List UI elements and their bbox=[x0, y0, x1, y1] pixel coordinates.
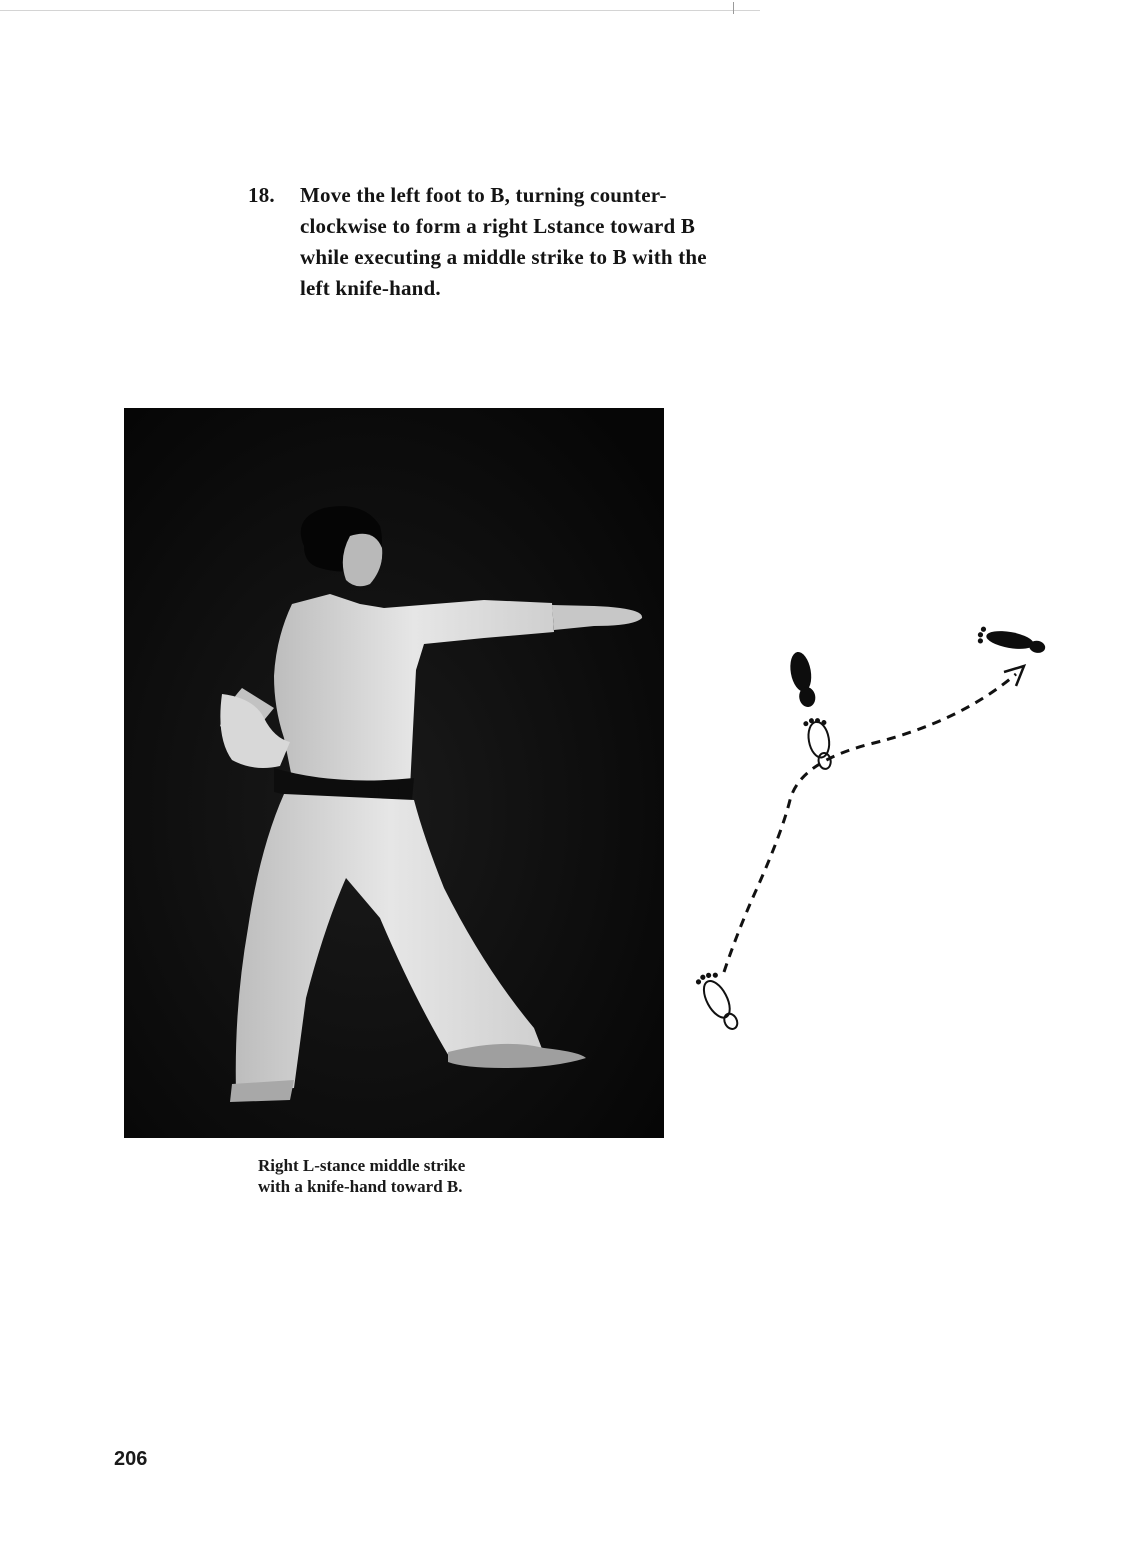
caption-line: with a knife-hand toward B. bbox=[258, 1177, 463, 1196]
caption-line: Right L-stance middle strike bbox=[258, 1156, 466, 1175]
instruction-step bbox=[248, 180, 818, 304]
instruction-line: Move the left foot to B, turning counter- bbox=[300, 183, 667, 207]
movement-path bbox=[724, 674, 1016, 972]
photo-caption bbox=[258, 1155, 578, 1197]
martial-artist-photo bbox=[124, 408, 664, 1138]
footprint-icon bbox=[976, 626, 1047, 655]
footprint-icon bbox=[787, 649, 834, 772]
instruction-text bbox=[300, 180, 818, 304]
instruction-line: clockwise to form a right Lstance toward B bbox=[300, 214, 696, 238]
instruction-line: left knife-hand. bbox=[300, 276, 441, 300]
scan-edge-tick bbox=[733, 2, 734, 14]
footprint-icon bbox=[694, 968, 744, 1034]
scan-edge-line bbox=[0, 10, 760, 11]
instruction-line: while executing a middle strike to B with the bbox=[300, 245, 707, 269]
page-number: 206 bbox=[114, 1448, 148, 1470]
step-number: 18. bbox=[248, 183, 275, 207]
footwork-diagram bbox=[680, 610, 1060, 1050]
